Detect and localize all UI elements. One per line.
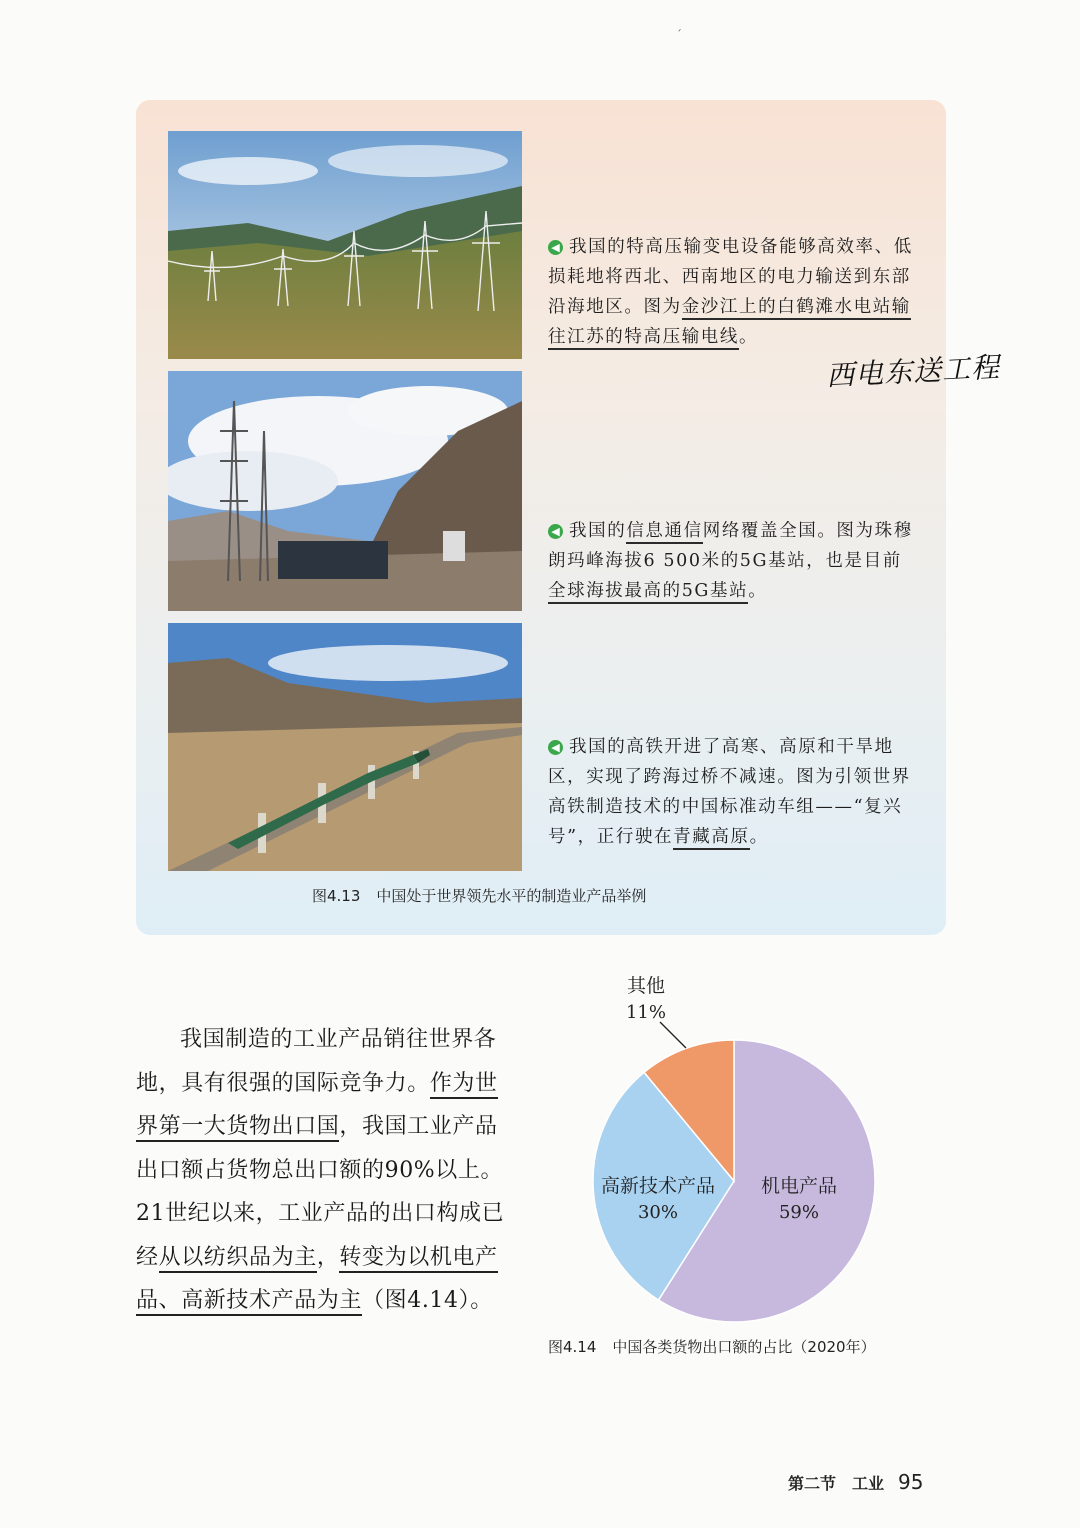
arrow-left-icon: ◀ [548, 240, 563, 255]
slice-label-other: 其他 [626, 975, 666, 997]
slice-value-mechanical-electrical: 59% [778, 1202, 820, 1223]
slice-label-mechanical-electrical: 机电产品 [760, 1175, 838, 1197]
figure-4-14-caption: 图4.14 中国各类货物出口额的占比（2020年） [548, 1338, 876, 1356]
handwritten-note: 西电东送工程 [825, 350, 1001, 393]
caption-power-lines: ◀ 我国的特高压输变电设备能够高效率、低损耗地将西北、西南地区的电力输送到东部沿海地区。图为金沙江上的白鹤滩水电站输往江苏的特高压输电线。 [548, 232, 920, 352]
caption-high-speed-rail: ◀ 我国的高铁开进了高寒、高原和干旱地区，实现了跨海过桥不减速。图为引领世界高铁制造技术的中国标准动车组——“复兴号”，正行驶在青藏高原。 [548, 732, 920, 852]
photo-5g-base-station [168, 371, 522, 611]
leader-line-other [660, 1022, 686, 1048]
caption-5g-station: ◀ 我国的信息通信网络覆盖全国。图为珠穆朗玛峰海拔6 500米的5G基站，也是目前全球海拔最高的5G基站。 [548, 516, 920, 606]
body-paragraph: 我国制造的工业产品销往世界各地，具有很强的国际竞争力。作为世界第一大货物出口国，我国工业产品出口额占货物总出口额的90%以上。21世纪以来，工业产品的出口构成已经从以纺织品为主，转变为以机电产品、高新技术产品为主（图4.14）。 [136, 1018, 518, 1323]
export-share-pie-chart [560, 960, 920, 1340]
page-number: 95 [898, 1470, 924, 1494]
photo-fuxing-train [168, 623, 522, 871]
figure-4-13-caption: 图4.13 中国处于世界领先水平的制造业产品举例 [312, 887, 647, 905]
page-mark: ˊ [676, 28, 682, 42]
photo-power-lines [168, 131, 522, 359]
slice-label-high-tech: 高新技术产品 [600, 1175, 716, 1197]
arrow-left-icon: ◀ [548, 740, 563, 755]
slice-value-high-tech: 30% [637, 1202, 679, 1223]
arrow-left-icon: ◀ [548, 524, 563, 539]
slice-value-other: 11% [625, 1002, 667, 1023]
page-footer [788, 1470, 923, 1494]
section-title: 第二节 工业 [788, 1474, 885, 1493]
